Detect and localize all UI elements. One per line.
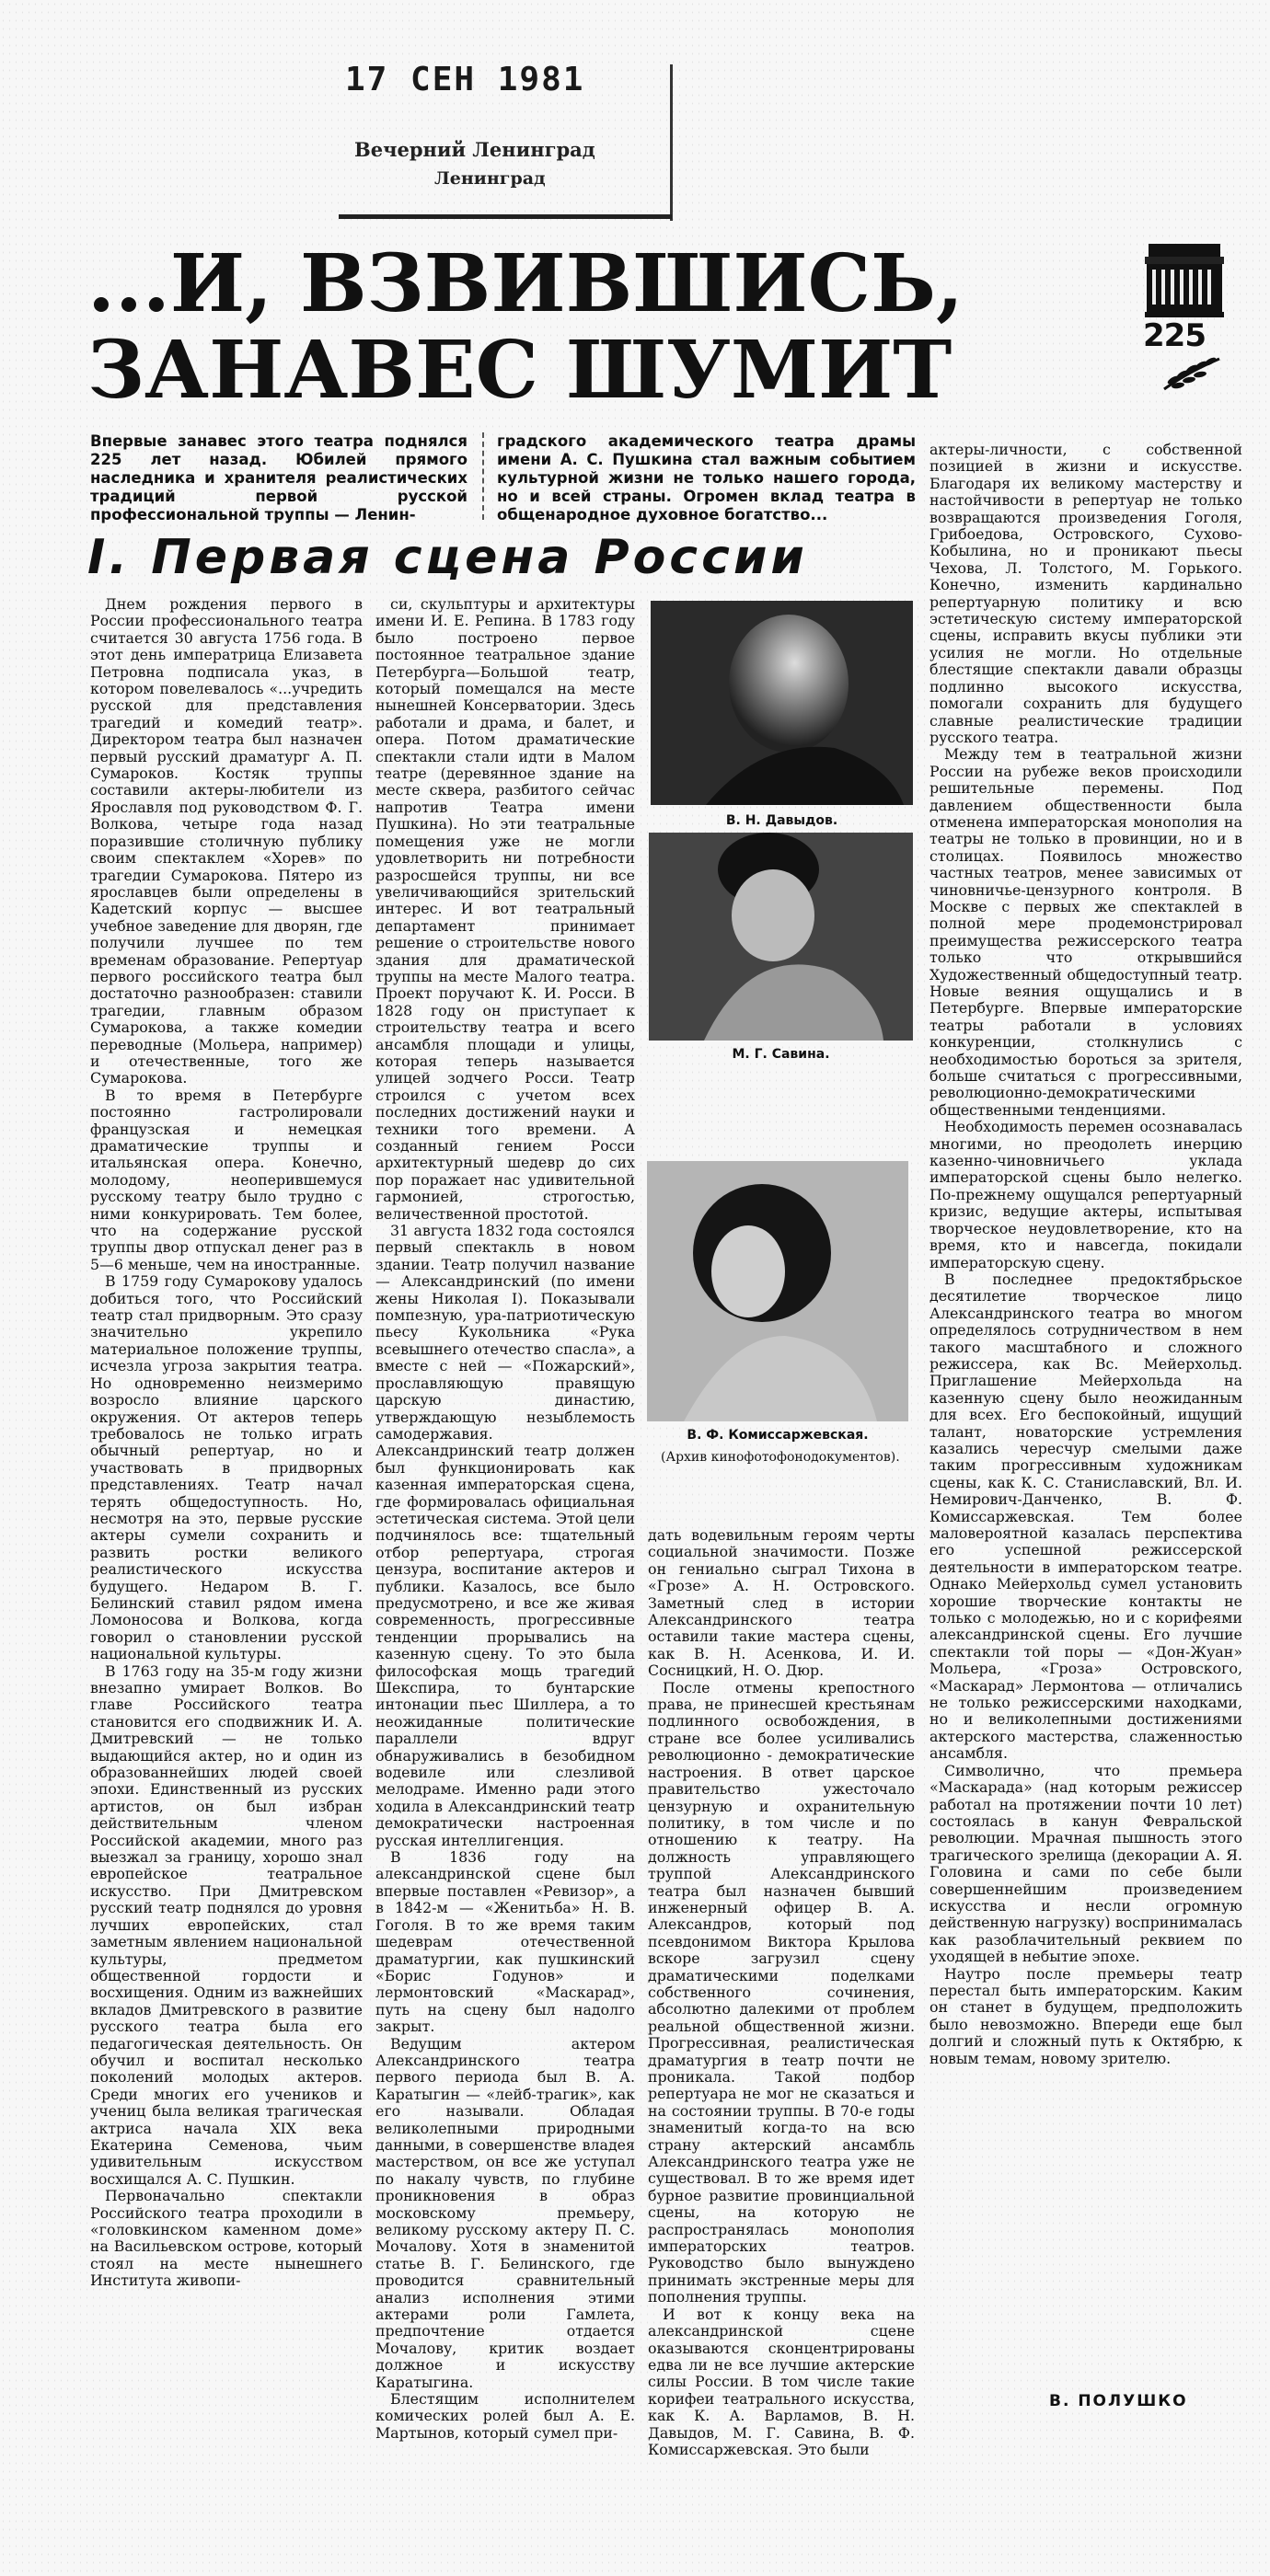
paragraph: Ведущим актером Александринского театра первого периода был В. А. Каратыгин — «лейб-трагик», как его называли. Обладая великолепными природными данными, в совершенстве владея мастерством, он все же уступал по накалу чувств, по глубине проникновения в образ московскому премьеру, великому русскому актеру П. С. Мочалову. Хотя в знаменитой статье В. Г. Белинского, где проводится сравнительный анализ исполнения этими актерами роли Гамлета, предпочтение отдается Мочалову, критик воздает должное и искусству Каратыгина. xyxy=(375,2034,635,2391)
portrait-woman-icon xyxy=(647,1161,908,1421)
intro-paragraph-right: градского академического театра драмы имени А. С. Пушкина стал важным событием культурной жизни не только нашего города, но и всей страны. Огромен вклад театра в общенародное духовное богатство... xyxy=(497,432,916,523)
article-column-1 xyxy=(90,596,363,2565)
paragraph: Первоначально спектакли Российского театра проходили в «головкинском каменном доме» на Васильевском острове, который стоял на месте нынешнего Института живопи- xyxy=(90,2187,363,2290)
headline-line-2: ЗАНАВЕС ШУМИТ xyxy=(87,324,952,417)
anniversary-emblem xyxy=(1141,235,1233,391)
paragraph: актеры-личности, с собственной позицией в жизни и искусстве. Благодаря их великому мастерству и настойчивости в репертуар не только возвращаются произведения Гоголя, Грибоедова, Островского, Сухово-Кобылина, но и проникают пьесы Чехова, Л. Толстого, М. Горького. Конечно, изменить кардинально репертуарную политику и всю эстетическую систему императорской сцены, исправить вкусы публики эти усилия не могли. Но отдельные блестящие спектакли давали образцы подлинно высокого искусства, помогали сохранить для будущего славные реалистические традиции русского театра. xyxy=(929,441,1242,746)
paragraph: си, скульптуры и архитектуры имени И. Е. Репина. В 1783 году было построено первое постоянное театральное здание Петербурга—Большой театр, который помещался на месте нынешней Консерватории. Здесь работали и драма, и балет, и опера. Потом драматические спектакли стали идти в Малом театре (деревянное здание на месте сквера, разбитого сейчас напротив Театра имени Пушкина). Но эти театральные помещения уже не могли удовлетворить ни потребности разросшейся труппы, ни все увеличивающийся зрительский интерес. И вот театральный департамент принимает решение о строительстве нового здания для драматической труппы на месте Малого театра. Проект поручают К. И. Росси. В 1828 году он приступает к строительству театра и всего ансамбля площади и улицы, которая теперь называется улицей зодчего Росси. Театр строился с учетом всех последних достижений науки и техники того времени. А созданный гением Росси архитектурный шедевр до сих пор поражает нас удивительной гармонией, строгостью, величественной простотой. xyxy=(375,595,635,1223)
article-column-4 xyxy=(929,442,1242,2410)
paragraph: В 1836 году на александринской сцене был впервые поставлен «Ревизор», а в 1842-м — «Женитьба» Н. В. Гоголя. В то же время таким шедеврам отечественной драматургии, как пушкинский «Борис Годунов» и лермонтовский «Маскарад», путь на сцену был надолго закрыт. xyxy=(375,1848,635,2036)
paragraph: Между тем в театральной жизни России на рубеже веков происходили решительные перемены. Под давлением общественности была отменена императорская монополия на театры не только в провинции, но и в столицах. Появилось множество частных театров, менее зависимых от чиновничье-цензурного контроля. В Москве с первых же спектаклей в полной мере продемонстрировал преимущества режиссерского театра только что открывшийся Художественный общедоступный театр. Новые веяния ощущались и в Петербурге. Впервые императорские театры работали в условиях конкуренции, столкнулись с необходимостью бороться за зрителя, больше считаться с прогрессивными, революционно-демократическими общественными тенденциями. xyxy=(929,745,1242,1119)
paragraph: И вот к концу века на александринской сцене оказываются сконцентрированы едва ли не все лучшие актерские силы России. В том числе такие корифеи театрального искусства, как К. А. Варламов, В. Н. Давыдов, М. Г. Савина, В. Ф. Комиссаржевская. Это были xyxy=(648,2305,915,2458)
paragraph: Символично, что премьера «Маскарада» (над которым режиссер работал на протяжении почти 10 лет) состоялась в канун Февральской революции. Мрачная пышность этого трагического зрелища (декорации А. Я. Головина и сами по себе были совершеннейшим произведением искусства и несли огромную действенную нагрузку) воспринималась как разоблачительный реквием по уходящей в небытие эпохе. xyxy=(929,1761,1242,1966)
photo-caption: В. Н. Давыдов. xyxy=(725,813,838,828)
photo-credit: (Архив кинофотофонодокументов). xyxy=(661,1450,900,1465)
photo-caption: В. Ф. Комиссаржевская. xyxy=(687,1428,869,1443)
intro-divider xyxy=(482,432,484,520)
paragraph: В то время в Петербурге постоянно гастролировали французская и немецкая драматические труппы и итальянская опера. Конечно, молодому, неоперившемуся русскому театру было трудно с ними конкурировать. Тем более, что на содержание русской труппы двор отпускал денег раз в 5—6 меньше, чем на иностранные. xyxy=(90,1086,363,1273)
stamp-newspaper-name: Вечерний Ленинград xyxy=(354,138,595,161)
paragraph: В последнее предоктябрьское десятилетие творческое лицо Александринского театра во многом определялось сотрудничеством в нем такого масштабного и сложного режиссера, как Вс. Мейерхольд. Приглашение Мейерхольда на казенную сцену было неожиданным для всех. Его беспокойный, ищущий талант, новаторские устремления казались чересчур смелыми даже таким прогрессивным художникам сцены, как К. С. Станиславский, Вл. И. Немирович-Данченко, В. Ф. Комиссаржевская. Тем более маловероятной казалась перспектива его успешной режиссерской деятельности в императорском театре. Однако Мейерхольд сумел установить хорошие творческие контакты не только с молодежью, но и с корифеями александринской сцены. Его лучшие спектакли той поры — «Дон-Жуан» Мольера, «Гроза» Островского, «Маскарад» Лермонтова — отличались не только режиссерскими находками, но и великолепными достижениями актерского мастерства, слаженностью ансамбля. xyxy=(929,1270,1242,1763)
paragraph: Необходимость перемен осознавалась многими, но преодолеть инерцию казенно-чиновничьего уклада императорской сцены было нелегко. По-прежнему ощущался репертуарный кризис, ведущие актеры, испытывая творческое неудовлетворение, кто на время, кто и навсегда, покидали императорскую сцену. xyxy=(929,1118,1242,1271)
headline-line-1: ...И, ВЗВИВШИСЬ, xyxy=(87,237,964,330)
article-headline xyxy=(87,237,1091,417)
portrait-photo-davydov xyxy=(651,601,913,805)
author-signature: В. ПОЛУШКО xyxy=(1049,2392,1188,2410)
portrait-woman-icon xyxy=(649,833,913,1041)
intro-paragraph-left: Впервые занавес этого театра поднялся 225 лет назад. Юбилей прямого наследника и хранителя реалистических традиций первой русской профессиональной труппы — Ленин- xyxy=(90,432,468,523)
laurel-branch-icon xyxy=(1160,354,1224,391)
article-column-3 xyxy=(648,1527,915,2565)
article-column-2 xyxy=(375,596,635,2565)
paragraph: дать водевильным героям черты социальной значимости. Позже он гениально сыграл Тихона в «Грозе» А. Н. Островского. Заметный след в истории Александринского театра оставили такие мастера сцены, как В. Н. Асенкова, И. И. Сосницкий, Н. О. Дюр. xyxy=(648,1526,915,1680)
paragraph: В 1763 году на 35-м году жизни внезапно умирает Волков. Во главе Российского театра становится его сподвижник И. А. Дмитревский — не только выдающийся актер, но и один из образованнейших людей своей эпохи. Единственный из русских артистов, он был избран действительным членом Российской академии, много раз выезжал за границу, хорошо знал европейское театральное искусство. При Дмитревском русский театр поднялся до уровня лучших европейских, стал заметным явлением национальной культуры, предметом общественной гордости и восхищения. Одним из важнейших вкладов Дмитревского в развитие русского театра была его педагогическая деятельность. Он обучил и воспитал несколько поколений молодых актеров. Среди многих его учеников и учениц была великая трагическая актриса начала XIX века Екатерина Семенова, чьим удивительным искусством восхищался А. С. Пушкин. xyxy=(90,1662,363,2188)
stamp-city: Ленинград xyxy=(434,168,546,189)
paragraph: Наутро после премьеры театр перестал быть императорским. Каким он станет в будущем, предположить было невозможно. Впереди еще был долгий и сложный путь к Октябрю, к новым темам, новому зрителю. xyxy=(929,1964,1242,2067)
portrait-man-icon xyxy=(651,601,913,805)
stamp-border-bottom xyxy=(339,214,672,219)
stamp-border-right xyxy=(670,64,673,221)
paragraph: После отмены крепостного права, не принесшей крестьянам подлинного освобождения, в стране все более усиливались революционно - демократические настроения. В ответ царское правительство ужесточало цензурную и охранительную политику, в том числе и по отношению к театру. На должность управляющего труппой Александринского театра был назначен бывший инженерный офицер В. А. Александров, который под псевдонимом Виктора Крылова вскоре загрузил сцену драматическими поделками собственного сочинения, абсолютно далекими от проблем реальной общественной жизни. Прогрессивная, реалистическая драматургия в театр почти не проникала. Такой подбор репертуара не мог не сказаться и на состоянии труппы. В 70-е годы знаменитый когда-то на всю страну актерский ансамбль Александринского театра уже не существовал. В то же время идет бурное развитие провинциальной сцены, на которую не распространялась монополия императорских театров. Руководство было вынуждено принимать экстренные меры для пополнения труппы. xyxy=(648,1678,915,2306)
portrait-photo-savina xyxy=(649,833,913,1041)
paragraph: В 1759 году Сумарокову удалось добиться того, что Российский театр стал придворным. Это сразу значительно укрепило материальное положение труппы, исчезла угроза закрытия театра. Но одновременно неизмеримо возросло влияние царского окружения. От актеров теперь требовалось не только играть обычный репертуар, но и участвовать в придворных представлениях. Театр начал терять общедоступность. Но, несмотря на это, первые русские актеры сумели сохранить и развить ростки великого реалистического искусства будущего. Недаром В. Г. Белинский ставил рядом имена Ломоносова и Волкова, когда говорил о становлении русской национальной культуры. xyxy=(90,1272,363,1663)
stamp-date: 17 СЕН 1981 xyxy=(345,61,585,98)
emblem-number: 225 xyxy=(1143,317,1206,354)
paragraph: Днем рождения первого в России профессионального театра считается 30 августа 1756 года. В этот день императрица Елизавета Петровна подписала указ, в котором повелевалось «...учредить русской для представления трагедий и комедий театр». Директором театра был назначен первый русский драматург А. П. Сумароков. Костяк труппы составили актеры-любители из Ярославля под руководством Ф. Г. Волкова, четыре года назад поразившие столичную публику своим спектаклем «Хорев» по трагедии Сумарокова. Пятеро из ярославцев были определены в Кадетский корпус — высшее учебное заведение для дворян, где получили лучшее по тем временам образование. Репертуар первого российского театра был достаточно разнообразен: ставили трагедии, главным образом Сумарокова, а также комедии переводные (Мольера, например) и отечественные, того же Сумарокова. xyxy=(90,595,363,1087)
paragraph: 31 августа 1832 года состоялся первый спектакль в новом здании. Театр получил название — Александринский (по имени жены Николая I). Показывали помпезную, ура-патриотическую пьесу Кукольника «Рука всевышнего отечество спасла», а вместе с ней — «Пожарский», прославляющую правящую царскую династию, утверждающую незыблемость самодержавия. Александринский театр должен был функционировать как казенная императорская сцена, где формировалась официальная эстетическая система. Этой цели подчинялось все: тщательный отбор репертуара, строгая цензура, воспитание актеров и публики. Казалось, все было предусмотрено, и все же живая современность, прогрессивные тенденции прорывались на казенную сцену. То это была философская мощь трагедий Шекспира, то бунтарские интонации пьес Шиллера, а то неожиданные политические параллели вдруг обнаруживались в безобидном водевиле или слезливой мелодраме. Именно ради этого ходила в Александринский театр демократически настроенная русская интеллигенция. xyxy=(375,1222,635,1849)
portrait-photo-komissarzhevskaya xyxy=(647,1161,908,1421)
section-title: I. Первая сцена России xyxy=(87,530,808,585)
photo-caption: М. Г. Савина. xyxy=(732,1047,830,1062)
theatre-building-icon xyxy=(1141,235,1233,319)
paragraph: Блестящим исполнителем комических ролей был А. Е. Мартынов, который сумел при- xyxy=(375,2390,635,2442)
